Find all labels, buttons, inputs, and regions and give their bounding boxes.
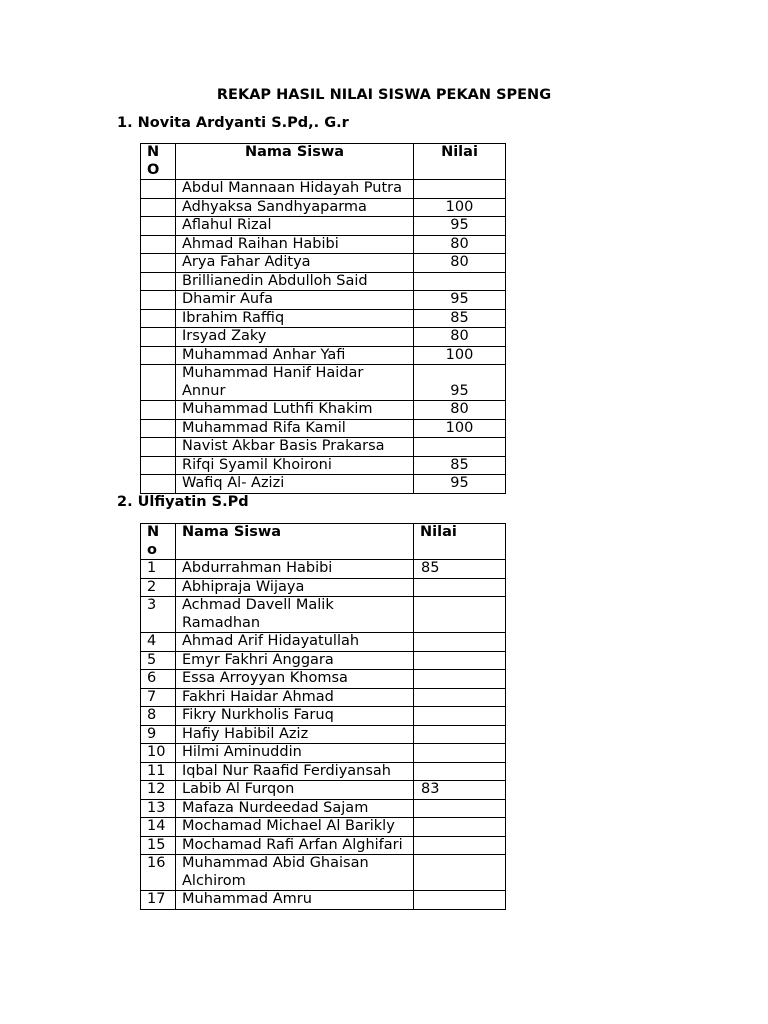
row-number: 13 [141,799,176,818]
row-number: 4 [141,633,176,652]
table-row [141,725,506,744]
row-number: 16 [141,855,176,891]
grades-table-2 [140,523,506,910]
grade-value [414,707,506,726]
table-row [141,818,506,837]
table-row [141,762,506,781]
grade-value: 95 [414,291,506,310]
table-row [141,836,506,855]
grade-value [414,799,506,818]
table-row [141,475,506,494]
column-header-value: Nilai [414,524,506,560]
grade-value [414,855,506,891]
row-number [141,475,176,494]
student-name: Wafiq Al- Azizi [176,475,414,494]
student-name: Labib Al Furqon [176,781,414,800]
grade-value [414,688,506,707]
grade-value: 85 [414,456,506,475]
row-number: 11 [141,762,176,781]
table-row [141,707,506,726]
student-name: Hilmi Aminuddin [176,744,414,763]
row-number: 17 [141,891,176,910]
grade-value: 83 [414,781,506,800]
student-name: Abdul Mannaan Hidayah Putra [176,180,414,199]
row-number: 14 [141,818,176,837]
table-row [141,688,506,707]
row-number [141,309,176,328]
grade-value [414,597,506,633]
row-number [141,346,176,365]
table-row [141,254,506,273]
row-number [141,180,176,199]
table-row [141,180,506,199]
column-header-name: Nama Siswa [176,144,414,180]
grade-value [414,762,506,781]
grade-value: 80 [414,254,506,273]
grade-value: 95 [414,217,506,236]
grade-value: 85 [414,309,506,328]
grade-value: 100 [414,419,506,438]
row-number: 3 [141,597,176,633]
student-name: Irsyad Zaky [176,328,414,347]
student-name: Abdurrahman Habibi [176,560,414,579]
table-row [141,309,506,328]
table-row [141,891,506,910]
row-number [141,419,176,438]
table-row [141,401,506,420]
student-name: Ahmad Arif Hidayatullah [176,633,414,652]
student-name: Mochamad Rafi Arfan Alghifari [176,836,414,855]
table-row [141,328,506,347]
table-row [141,346,506,365]
student-name: Mochamad Michael Al Barikly [176,818,414,837]
student-name: Mafaza Nurdeedad Sajam [176,799,414,818]
table-row [141,438,506,457]
grade-value [414,836,506,855]
table-header-row [141,144,506,180]
table-row [141,744,506,763]
grade-value [414,438,506,457]
section-heading-teacher-1: 1. Novita Ardyanti S.Pd,. G.r [117,115,349,131]
grade-value: 100 [414,346,506,365]
row-number [141,198,176,217]
row-number: 12 [141,781,176,800]
row-number: 15 [141,836,176,855]
grade-value: 80 [414,328,506,347]
table-row [141,291,506,310]
grades-table-1 [140,143,506,494]
student-name: Dhamir Aufa [176,291,414,310]
table-row [141,456,506,475]
student-name: Iqbal Nur Raafid Ferdiyansah [176,762,414,781]
student-name: Muhammad Anhar Yafi [176,346,414,365]
student-name: Achmad Davell Malik Ramadhan [176,597,414,633]
row-number: 8 [141,707,176,726]
student-name: Fikry Nurkholis Faruq [176,707,414,726]
grade-value: 80 [414,401,506,420]
table-row [141,597,506,633]
row-number [141,365,176,401]
student-name: Ahmad Raihan Habibi [176,235,414,254]
grade-value [414,744,506,763]
student-name: Aflahul Rizal [176,217,414,236]
table-row [141,217,506,236]
row-number [141,254,176,273]
grade-value [414,670,506,689]
table-row [141,578,506,597]
table-row [141,651,506,670]
grade-value [414,180,506,199]
table-row [141,560,506,579]
grade-value [414,651,506,670]
grade-value: 95 [414,365,506,401]
table-row [141,670,506,689]
column-header-value: Nilai [414,144,506,180]
row-number: 1 [141,560,176,579]
row-number [141,291,176,310]
student-name: Ibrahim Raffiq [176,309,414,328]
table-row [141,198,506,217]
table-row [141,419,506,438]
row-number [141,438,176,457]
student-name: Adhyaksa Sandhyaparma [176,198,414,217]
grade-value: 100 [414,198,506,217]
table-row [141,235,506,254]
row-number [141,272,176,291]
student-name: Essa Arroyyan Khomsa [176,670,414,689]
row-number [141,401,176,420]
table-row [141,633,506,652]
student-name: Arya Fahar Aditya [176,254,414,273]
student-name: Emyr Fakhri Anggara [176,651,414,670]
table-row [141,799,506,818]
row-number [141,217,176,236]
row-number: 2 [141,578,176,597]
student-name: Muhammad Rifa Kamil [176,419,414,438]
table-row [141,781,506,800]
student-name: Muhammad Abid Ghaisan Alchirom [176,855,414,891]
student-name: Muhammad Hanif Haidar Annur [176,365,414,401]
grade-value: 95 [414,475,506,494]
column-header-name: Nama Siswa [176,524,414,560]
grade-value [414,272,506,291]
table-row [141,272,506,291]
student-name: Abhipraja Wijaya [176,578,414,597]
column-header-no: N o [141,524,176,560]
row-number: 9 [141,725,176,744]
student-name: Hafiy Habibil Aziz [176,725,414,744]
row-number [141,456,176,475]
document-title: REKAP HASIL NILAI SISWA PEKAN SPENG [216,87,552,103]
row-number: 6 [141,670,176,689]
grade-value [414,818,506,837]
row-number [141,235,176,254]
section-heading-teacher-2: 2. Ulfiyatin S.Pd [117,494,249,510]
grade-value [414,633,506,652]
grade-value: 80 [414,235,506,254]
student-name: Muhammad Luthfi Khakim [176,401,414,420]
column-header-no: N O [141,144,176,180]
table-header-row [141,524,506,560]
grade-value [414,891,506,910]
row-number: 7 [141,688,176,707]
student-name: Navist Akbar Basis Prakarsa [176,438,414,457]
row-number [141,328,176,347]
grade-value [414,578,506,597]
grade-value: 85 [414,560,506,579]
student-name: Fakhri Haidar Ahmad [176,688,414,707]
student-name: Brillianedin Abdulloh Said [176,272,414,291]
row-number: 5 [141,651,176,670]
row-number: 10 [141,744,176,763]
student-name: Rifqi Syamil Khoironi [176,456,414,475]
student-name: Muhammad Amru [176,891,414,910]
table-row [141,365,506,401]
table-row [141,855,506,891]
grade-value [414,725,506,744]
